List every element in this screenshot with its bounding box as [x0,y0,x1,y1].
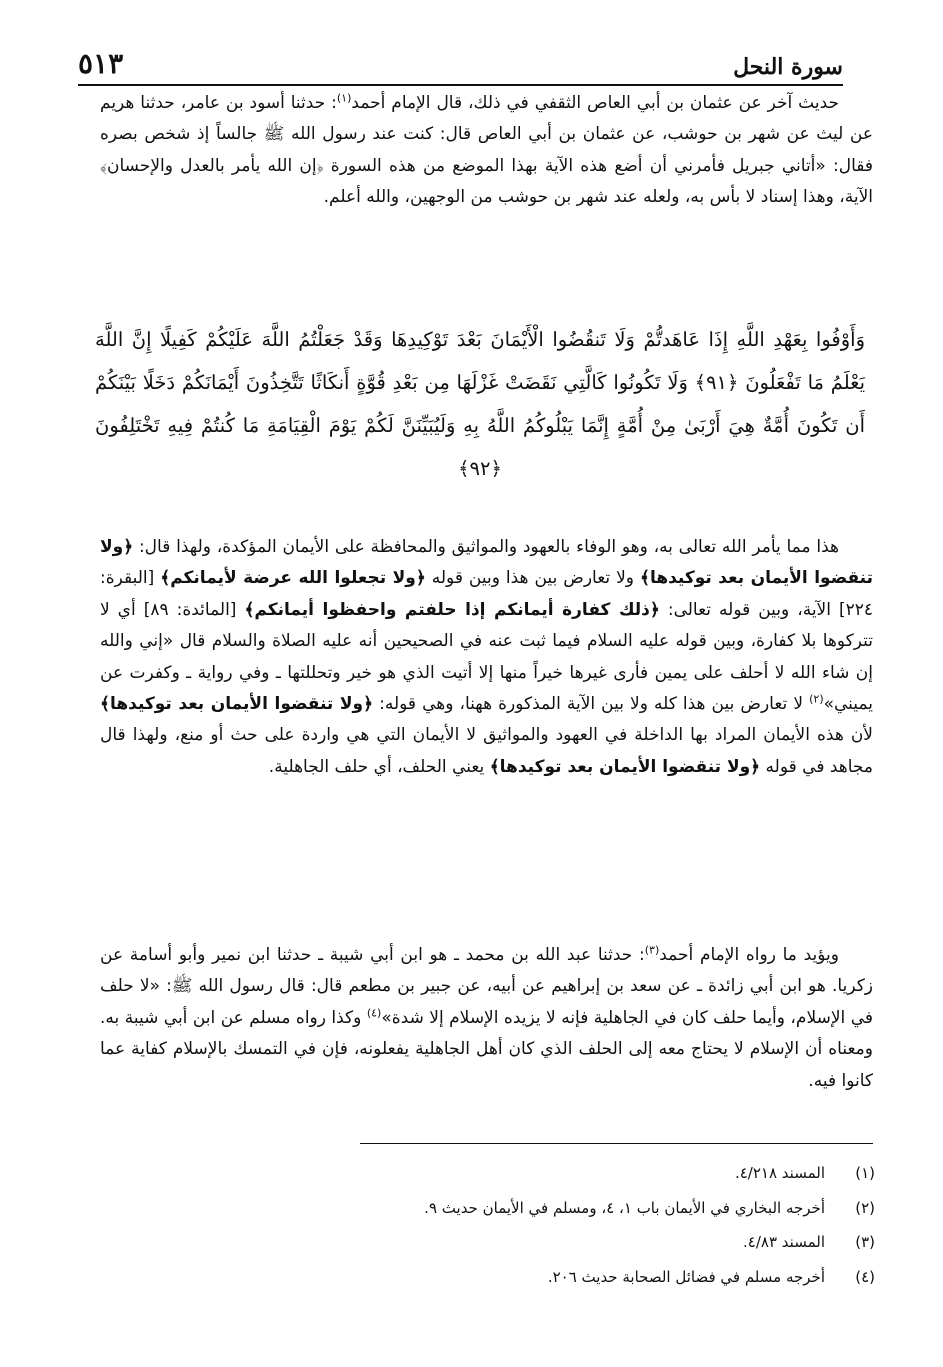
footnote-item [200,1260,875,1295]
footnote-text: المسند ٤/٢١٨. [734,1164,825,1182]
footnote-item [200,1156,875,1191]
footnote-text: أخرجه البخاري في الأيمان باب ١، ٤، ومسلم في الأيمان حديث ٩. [424,1198,825,1217]
para2-text2: ولا تعارض بين هذا وبين قوله [425,568,640,589]
footnote-ref-1[interactable]: (١) [336,91,352,105]
surah-title: سورة النحل [733,54,843,80]
para1-text1: حديث آخر عن عثمان بن أبي العاص الثقفي في ذلك، قال الإمام أحمد [351,93,839,113]
footnote-text: أخرجه مسلم في فضائل الصحابة حديث ٢٠٦. [547,1267,825,1286]
footnote-text: المسند ٤/٨٣. [743,1233,825,1251]
para2-text3: [البقرة: ٢٢٤] الآية، وبين قوله تعالى: [100,568,874,620]
footnote-separator [360,1143,873,1144]
footnote-number: (١) [855,1164,875,1182]
quran-verses [95,318,865,490]
footnote-ref-2[interactable]: (٢) [809,692,824,706]
footnote-ref-3[interactable]: (٣) [644,943,660,957]
page-header [78,30,843,86]
paragraph-2 [100,532,873,783]
footnote-number: (٤) [855,1267,875,1286]
quote-verse-3: ﴿ذلك كفارة أيمانكم إذا حلفتم واحفظوا أيمانكم﴾ [244,599,660,620]
footnotes [200,1156,875,1294]
quote-verse-4: ﴿ولا تنقضوا الأيمان بعد توكيدها﴾ [100,694,374,715]
para2-text7: يعني الحلف، أي حلف الجاهلية. [268,756,490,777]
para3-text3: وكذا رواه مسلم عن ابن أبي شيبة به. ومعناه أن الإسلام لا يحتاج معه إلى الحلف الذي كان أهل الجاهلية يفعلونه، فإن في التمسك بالإسلام كفاية عما كانوا فيه. [100,1007,873,1091]
para3-text2: : حدثنا عبد الله بن محمد ـ هو ابن أبي شيبة ـ حدثنا ابن نمير وأبو أسامة عن زكريا. هو ابن أبي زائدة ـ عن سعد بن إبراهيم عن أبيه، عن جبير بن مطعم قال: قال رسول الله ﷺ: «لا حلف في الإسلام، وأيما حلف كان في الجاهلية فإنه لا يزيده الإسلام إلا شدة» [100,945,874,1028]
footnote-item [200,1225,875,1260]
footnote-item [200,1191,875,1226]
quran-text: وَأَوْفُوا بِعَهْدِ اللَّهِ إِذَا عَاهَدتُّمْ وَلَا تَنقُضُوا الْأَيْمَانَ بَعْدَ تَوْكِيدِهَا وَقَدْ جَعَلْتُمُ اللَّهَ عَلَيْكُمْ كَفِيلًا إِنَّ اللَّهَ يَعْلَمُ مَا تَفْعَلُونَ ﴿٩١﴾ وَلَا تَكُونُوا كَالَّتِي نَقَضَتْ غَزْلَهَا مِن بَعْدِ قُوَّةٍ أَنكَاثًا تَتَّخِذُونَ أَيْمَانَكُمْ دَخَلًا بَيْنَكُمْ أَن تَكُونَ أُمَّةٌ هِيَ أَرْبَىٰ مِنْ أُمَّةٍ إِنَّمَا يَبْلُوكُمُ اللَّهُ بِهِ وَلَيُبَيِّنَنَّ لَكُمْ يَوْمَ الْقِيَامَةِ مَا كُنتُمْ فِيهِ تَخْتَلِفُونَ ﴿٩٢﴾ [95,328,865,480]
footnote-number: (٣) [855,1233,875,1251]
para3-text1: ويؤيد ما رواه الإمام أحمد [659,945,839,965]
para2-text6: لأن هذه الأيمان المراد بها الداخلة في العهود والمواثيق لا الأيمان التي هي واردة على حث أو منع، ولهذا قال مجاهد في قوله [100,725,873,777]
footnote-number: (٢) [855,1198,875,1217]
paragraph-1 [100,88,873,214]
para1-text2: : حدثنا أسود بن عامر، حدثنا هريم عن ليث عن شهر بن حوشب، عن عثمان بن أبي العاص قال: كنت عند رسول الله ﷺ جالساً إذ شخص بصره فقال: «أتاني جبريل فأمرني أن أضع هذه الآية بهذا الموضع من هذه السورة ﴿إن الله يأمر بالعدل والإحسان﴾ الآية، وهذا إسناد لا بأس به، ولعله عند شهر بن حوشب من الوجهين، والله أعلم. [100,93,873,208]
quote-verse-1: ﴿ولا تنقضوا الأيمان بعد توكيدها﴾ [100,537,874,589]
para2-text1: هذا مما يأمر الله تعالى به، وهو الوفاء بالعهود والمواثيق والمحافظة على الأيمان المؤكدة، ولهذا قال: [133,537,839,557]
paragraph-3 [100,940,873,1097]
quote-verse-5: ﴿ولا تنقضوا الأيمان بعد توكيدها﴾ [489,756,761,777]
para2-text5: لا تعارض بين هذا كله ولا بين الآية المذكورة ههنا، وهي قوله: [373,694,810,715]
footnote-ref-4[interactable]: (٤) [366,1006,382,1020]
page-number: ٥١٣ [78,47,124,80]
quote-verse-2: ﴿ولا تجعلوا الله عرضة لأيمانكم﴾ [160,568,426,589]
para2-text4: [المائدة: ٨٩] أي لا تتركوها بلا كفارة، وبين قوله عليه السلام فيما ثبت عنه في الصحيحين أنه عليه الصلاة والسلام قال «إني والله إن شاء الله لا أحلف على يمين فأرى غيرها خيراً منها إلا أتيت الذي هو خير وتحللتها ـ وفي رواية ـ وكفرت عن يميني» [100,599,873,715]
